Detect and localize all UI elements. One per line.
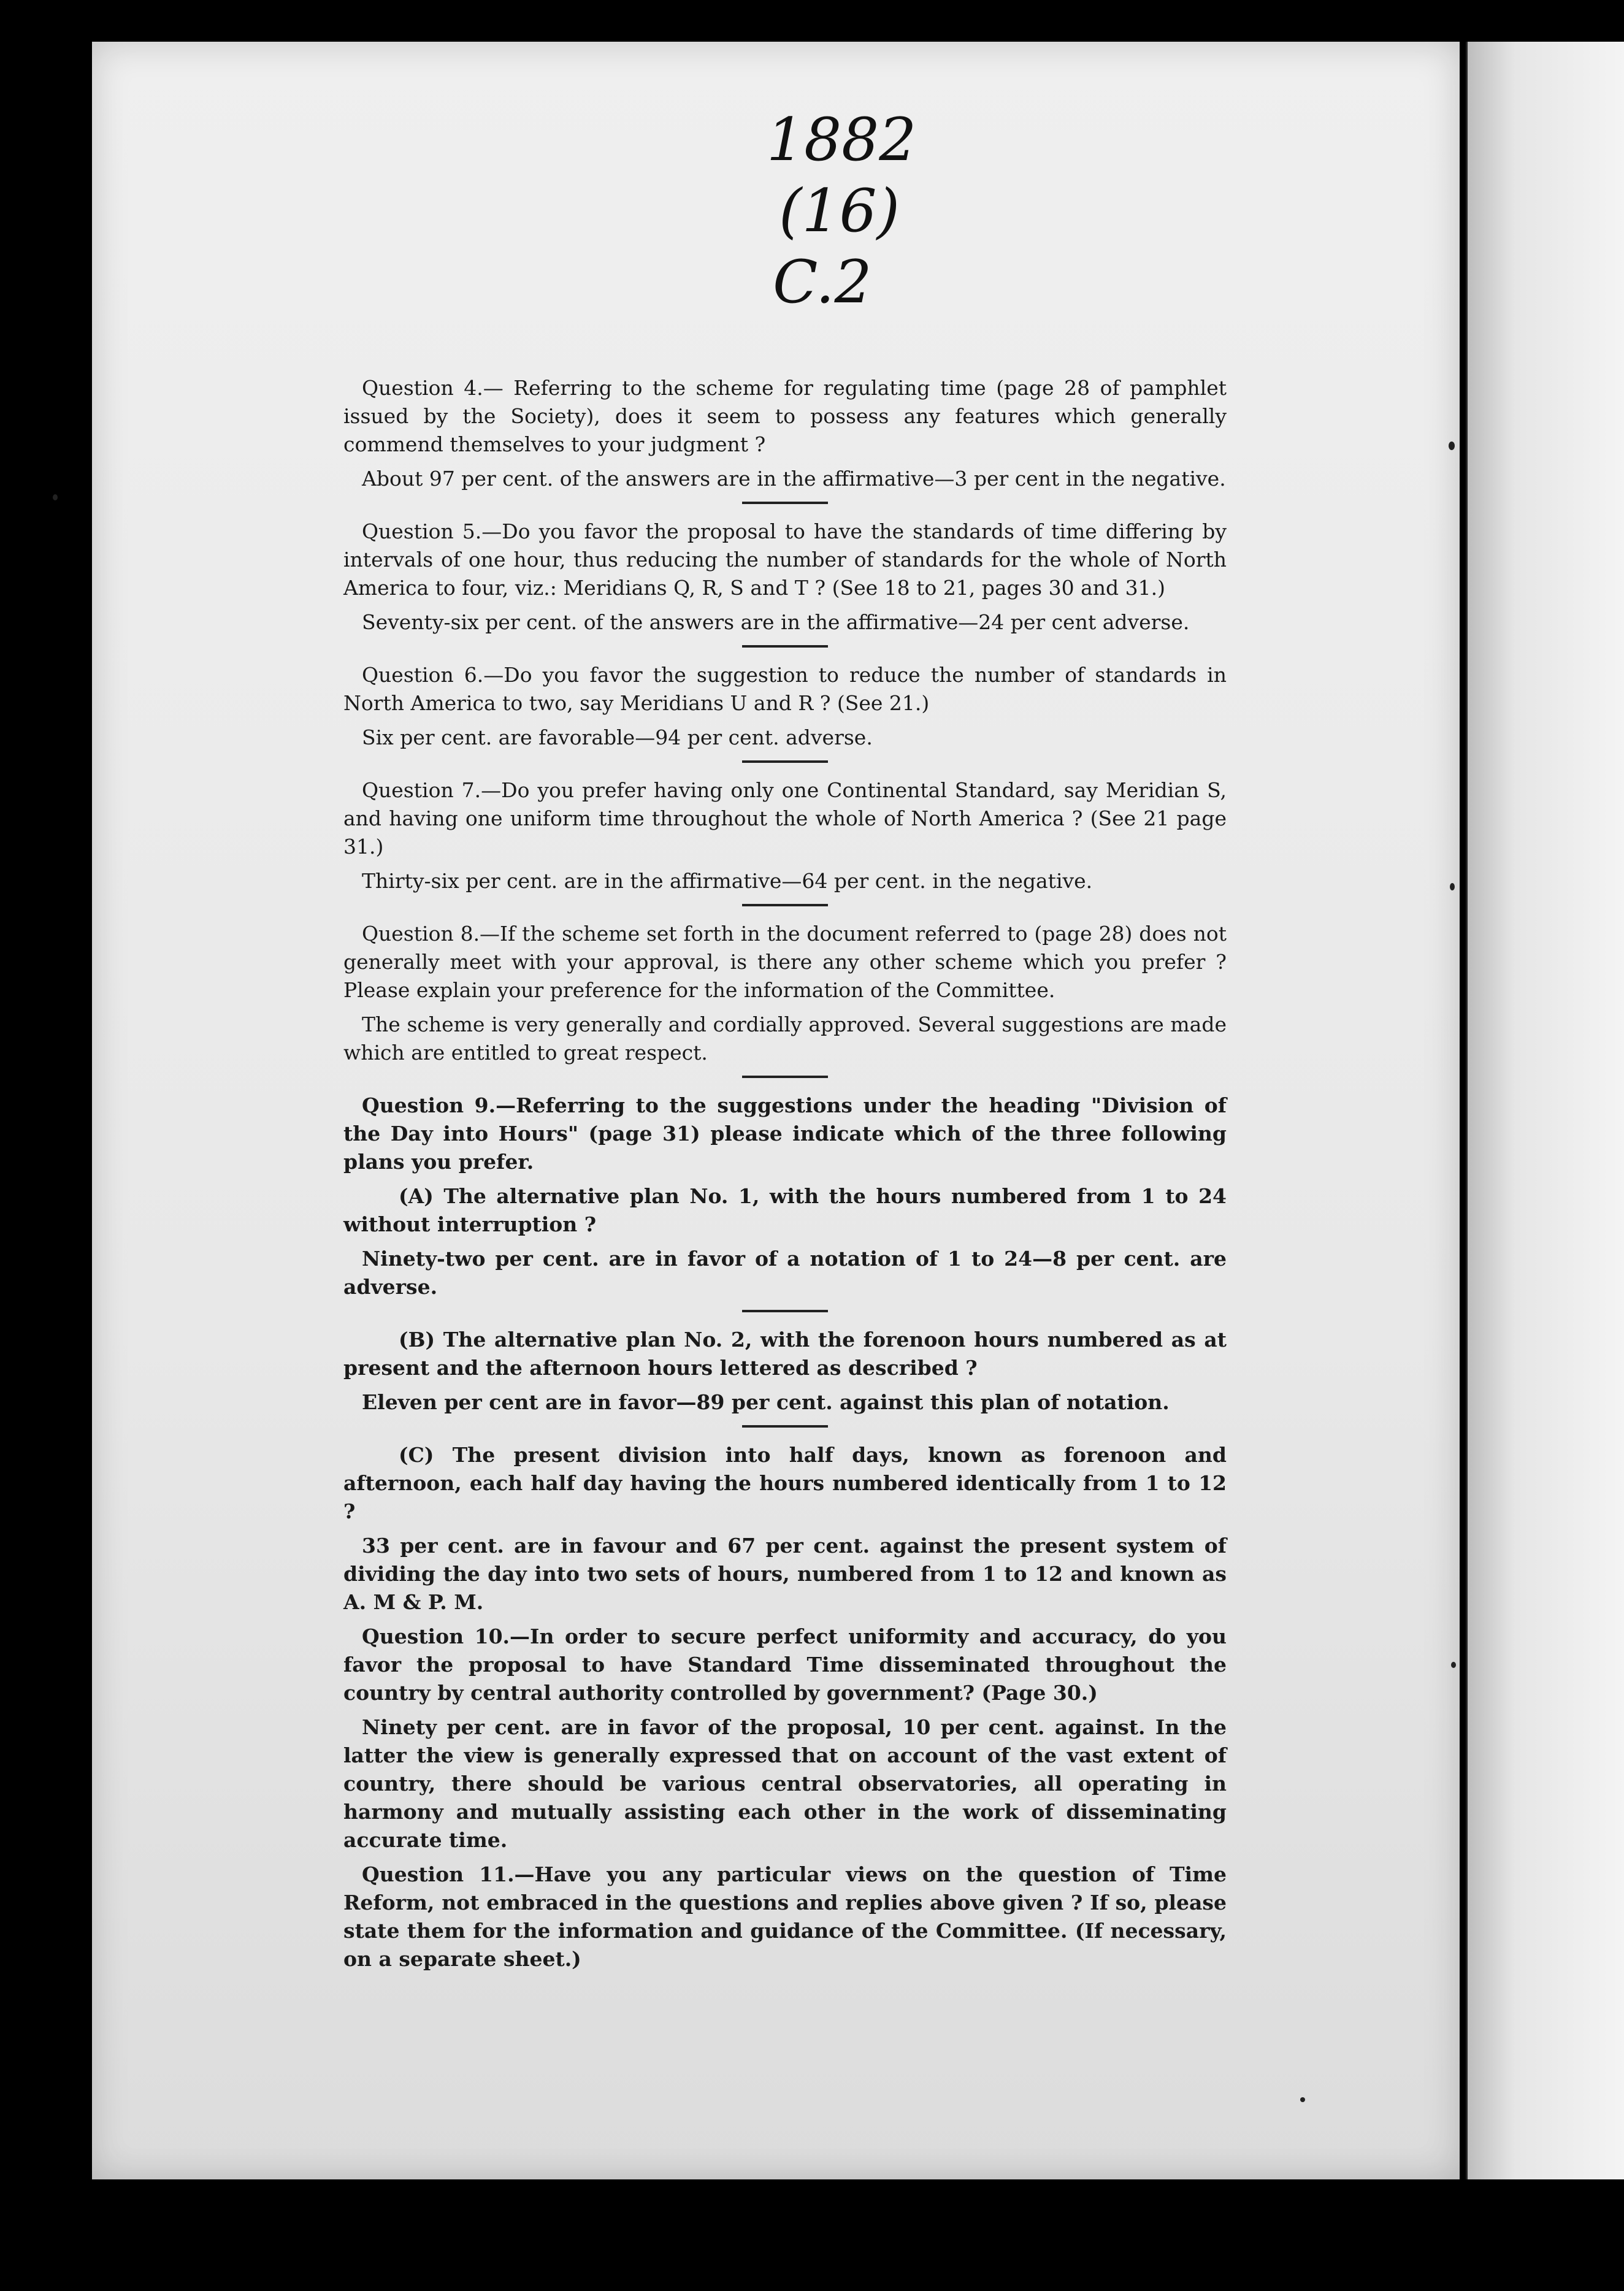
question-10-text: Question 10.—In order to secure perfect uniformity and accuracy, do you favor the proposal to have Standard Time disseminated throughout the country by central authority controlled by government? (Page 30.) (343, 1624, 1227, 1705)
question-8-text: Question 8.—If the scheme set forth in the document referred to (page 28) does not generally meet with your approval, is there any other scheme which you prefer ? Please explain your preference for the information of the Committee. (343, 922, 1227, 1002)
section-divider (742, 502, 828, 504)
questionnaire-results (343, 374, 1227, 1979)
question-9-option-a-answer: Ninety-two per cent. are in favor of a notation of 1 to 24—8 per cent. are adverse. (343, 1247, 1227, 1299)
scan-speck (1300, 2097, 1305, 2102)
handwritten-number: (16) (779, 177, 900, 245)
handwritten-copy-mark: C.2 (773, 248, 872, 316)
question-9-option-a: (A) The alternative plan No. 1, with the hours numbered from 1 to 24 without interruption ? (343, 1184, 1227, 1236)
question-5-text: Question 5.—Do you favor the proposal to have the standards of time differing by intervals of one hour, thus reducing the number of standards for the whole of North America to four, viz.: Meridians Q, R, S and T ? (See 18 to 21, pages 30 and 31.) (343, 519, 1227, 600)
question-7-answer: Thirty-six per cent. are in the affirmative—64 per cent. in the negative. (362, 869, 1093, 893)
question-9-option-b-answer: Eleven per cent are in favor—89 per cent. against this plan of notation. (362, 1390, 1170, 1414)
question-9-text: Question 9.—Referring to the suggestions under the heading "Division of the Day into Hours" (page 31) please indicate which of the three following plans you prefer. (343, 1093, 1227, 1174)
question-9-option-c-answer: 33 per cent. are in favour and 67 per cent. against the present system of dividing the day into two sets of hours, numbered from 1 to 12 and known as A. M & P. M. (343, 1534, 1227, 1614)
section-divider (742, 1076, 828, 1078)
question-11-text: Question 11.—Have you any particular views on the question of Time Reform, not embraced in the questions and replies above given ? If so, please state them for the information and guidance of the Committee. (If necessary, on a separate sheet.) (343, 1862, 1227, 1971)
question-5-answer: Seventy-six per cent. of the answers are in the affirmative—24 per cent adverse. (362, 610, 1190, 634)
section-divider (742, 1310, 828, 1312)
question-6-answer: Six per cent. are favorable—94 per cent. adverse. (362, 725, 873, 749)
question-4-text: Question 4.— Referring to the scheme for regulating time (page 28 of pamphlet issued by the Society), does it seem to possess any features which generally commend themselves to your judgment ? (343, 376, 1227, 456)
scan-speck (1449, 442, 1455, 450)
question-6-text: Question 6.—Do you favor the suggestion to reduce the number of standards in North America to two, say Meridians U and R ? (See 21.) (343, 663, 1227, 715)
scan-speck (1450, 883, 1455, 890)
question-9-option-b: (B) The alternative plan No. 2, with the forenoon hours numbered as at present and the afternoon hours lettered as described ? (343, 1328, 1227, 1380)
section-divider (742, 904, 828, 906)
adjacent-page-edge (1466, 42, 1624, 2179)
handwritten-annotation (754, 104, 1000, 318)
handwritten-year: 1882 (767, 105, 917, 174)
scan-speck (53, 494, 58, 500)
question-8-answer: The scheme is very generally and cordially approved. Several suggestions are made which are entitled to great respect. (343, 1012, 1227, 1065)
question-9-option-c: (C) The present division into half days, known as forenoon and afternoon, each half day having the hours numbered identically from 1 to 12 ? (343, 1443, 1227, 1523)
question-7-text: Question 7.—Do you prefer having only one Continental Standard, say Meridian S, and having one uniform time throughout the whole of North America ? (See 21 page 31.) (343, 778, 1227, 859)
section-divider (742, 760, 828, 763)
question-10-answer: Ninety per cent. are in favor of the proposal, 10 per cent. against. In the latter the view is generally expressed that on account of the vast extent of country, there should be various central observatories, all operating in harmony and mutually assisting each other in the work of disseminating accurate time. (343, 1715, 1227, 1852)
section-divider (742, 645, 828, 648)
question-4-answer: About 97 per cent. of the answers are in the affirmative—3 per cent in the negative. (362, 467, 1226, 491)
section-divider (742, 1425, 828, 1428)
scan-speck (1451, 1662, 1456, 1668)
